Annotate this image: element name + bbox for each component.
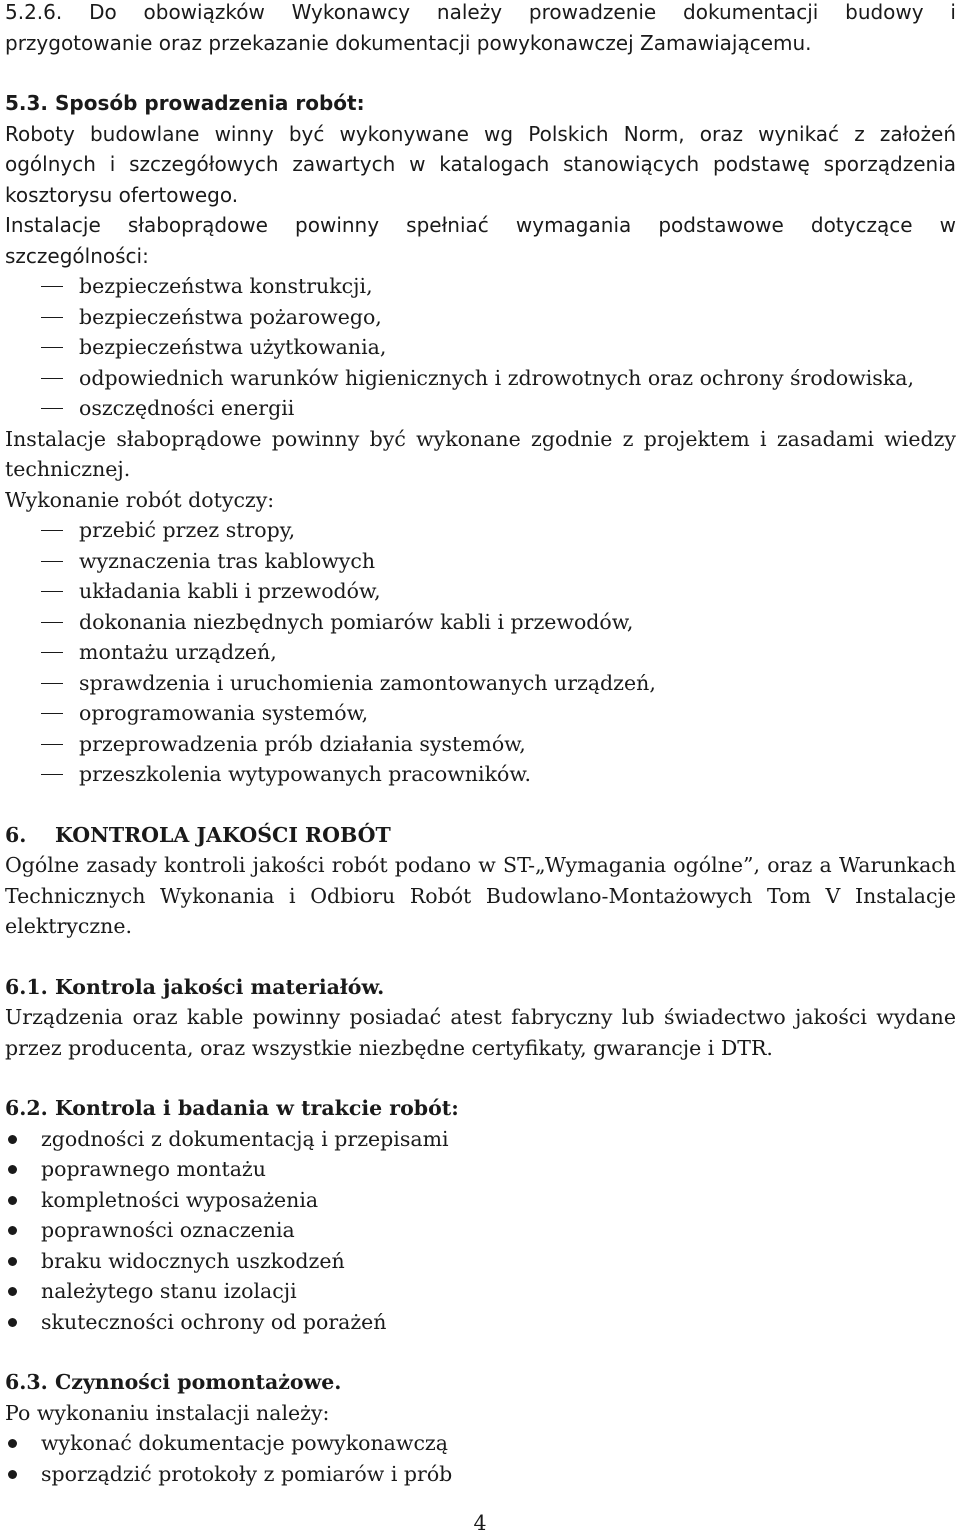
- list-item: zgodności z dokumentacją i przepisami: [5, 1124, 956, 1155]
- dash-icon: [41, 561, 63, 562]
- inspection-list: [5, 1124, 956, 1338]
- section-5-3-paragraph-2: Instalacje słaboprądowe powinny spełniać wymagania podstawowe dotyczące w szczególności:: [5, 213, 956, 268]
- list-item: dokonania niezbędnych pomiarów kabli i przewodów,: [5, 607, 956, 638]
- section-5-3-paragraph-3: Instalacje słaboprądowe powinny być wykonane zgodnie z projektem i zasadami wiedzy technicznej.: [5, 426, 956, 481]
- list-item: oszczędności energii: [5, 393, 956, 424]
- dash-icon: [41, 744, 63, 745]
- list-item: sprawdzenia i uruchomienia zamontowanych urządzeń,: [5, 668, 956, 699]
- section-6-3-intro: Po wykonaniu instalacji należy:: [5, 1400, 330, 1425]
- bullet-icon: [8, 1165, 17, 1174]
- section-5-2-6-line-1: 5.2.6. Do obowiązków Wykonawcy należy prowadzenie dokumentacji budowy i: [5, 0, 956, 24]
- list-item: układania kabli i przewodów,: [5, 576, 956, 607]
- section-5-3-paragraph-4: Wykonanie robót dotyczy:: [5, 487, 275, 512]
- section-6-1-heading: 6.1. Kontrola jakości materiałów.: [5, 974, 385, 999]
- section-6-heading: [5, 820, 956, 851]
- work-scope-list: [5, 515, 956, 790]
- dash-icon: [41, 347, 63, 348]
- dash-icon: [41, 713, 63, 714]
- bullet-icon: [8, 1226, 17, 1235]
- dash-icon: [41, 286, 63, 287]
- section-6-3-heading: 6.3. Czynności pomontażowe.: [5, 1370, 342, 1394]
- list-item: bezpieczeństwa użytkowania,: [5, 332, 956, 363]
- section-5-3-heading: 5.3. Sposób prowadzenia robót:: [5, 91, 365, 115]
- list-item: należytego stanu izolacji: [5, 1276, 956, 1307]
- requirements-list: [5, 271, 956, 424]
- list-item: odpowiednich warunków higienicznych i zdrowotnych oraz ochrony środowiska,: [5, 363, 956, 394]
- section-6-paragraph: Ogólne zasady kontroli jakości robót podano w ST-„Wymagania ogólne”, oraz a Warunkach Technicznych Wykonania i Odbioru Robót Budowlano-Montażowych Tom V Instalacje elektryczne.: [5, 853, 956, 938]
- bullet-icon: [8, 1439, 17, 1448]
- dash-icon: [41, 378, 63, 379]
- dash-icon: [41, 774, 63, 775]
- section-5-3-paragraph-1: Roboty budowlane winny być wykonywane wg Polskich Norm, oraz wynikać z założeń ogólnych i szczegółowych zawartych w katalogach stanowiących podstawę sporządzenia kosztorysu ofertowego.: [5, 121, 956, 207]
- section-6-number: 6.: [5, 822, 27, 847]
- bullet-icon: [8, 1287, 17, 1296]
- bullet-icon: [8, 1257, 17, 1266]
- bullet-icon: [8, 1470, 17, 1479]
- list-item: przebić przez stropy,: [5, 515, 956, 546]
- list-item: skuteczności ochrony od porażeń: [5, 1307, 956, 1338]
- section-6-1-paragraph: Urządzenia oraz kable powinny posiadać atest fabryczny lub świadectwo jakości wydane przez producenta, oraz wszystkie niezbędne certyfikaty, gwarancje i DTR.: [5, 1005, 956, 1060]
- dash-icon: [41, 317, 63, 318]
- list-item: poprawnego montażu: [5, 1154, 956, 1185]
- list-item: bezpieczeństwa pożarowego,: [5, 302, 956, 333]
- dash-icon: [41, 408, 63, 409]
- list-item: montażu urządzeń,: [5, 637, 956, 668]
- list-item: wykonać dokumentacje powykonawczą: [5, 1428, 956, 1459]
- dash-icon: [41, 530, 63, 531]
- page-number: 4: [473, 1511, 487, 1535]
- bullet-icon: [8, 1196, 17, 1205]
- bullet-icon: [8, 1318, 17, 1327]
- section-6-title: KONTROLA JAKOŚCI ROBÓT: [55, 822, 391, 847]
- list-item: kompletności wyposażenia: [5, 1185, 956, 1216]
- list-item: braku widocznych uszkodzeń: [5, 1246, 956, 1277]
- section-5-2-6-line-2: przygotowanie oraz przekazanie dokumentacji powykonawczej Zamawiającemu.: [5, 30, 812, 55]
- dash-icon: [41, 591, 63, 592]
- bullet-icon: [8, 1135, 17, 1144]
- dash-icon: [41, 652, 63, 653]
- section-6-2-heading: 6.2. Kontrola i badania w trakcie robót:: [5, 1096, 459, 1120]
- list-item: poprawności oznaczenia: [5, 1215, 956, 1246]
- list-item: przeprowadzenia prób działania systemów,: [5, 729, 956, 760]
- document-page: [5, 0, 956, 1489]
- list-item: przeszkolenia wytypowanych pracowników.: [5, 759, 956, 790]
- post-installation-list: [5, 1428, 956, 1489]
- list-item: bezpieczeństwa konstrukcji,: [5, 271, 956, 302]
- list-item: oprogramowania systemów,: [5, 698, 956, 729]
- dash-icon: [41, 683, 63, 684]
- list-item: wyznaczenia tras kablowych: [5, 546, 956, 577]
- dash-icon: [41, 622, 63, 623]
- list-item: sporządzić protokoły z pomiarów i prób: [5, 1459, 956, 1490]
